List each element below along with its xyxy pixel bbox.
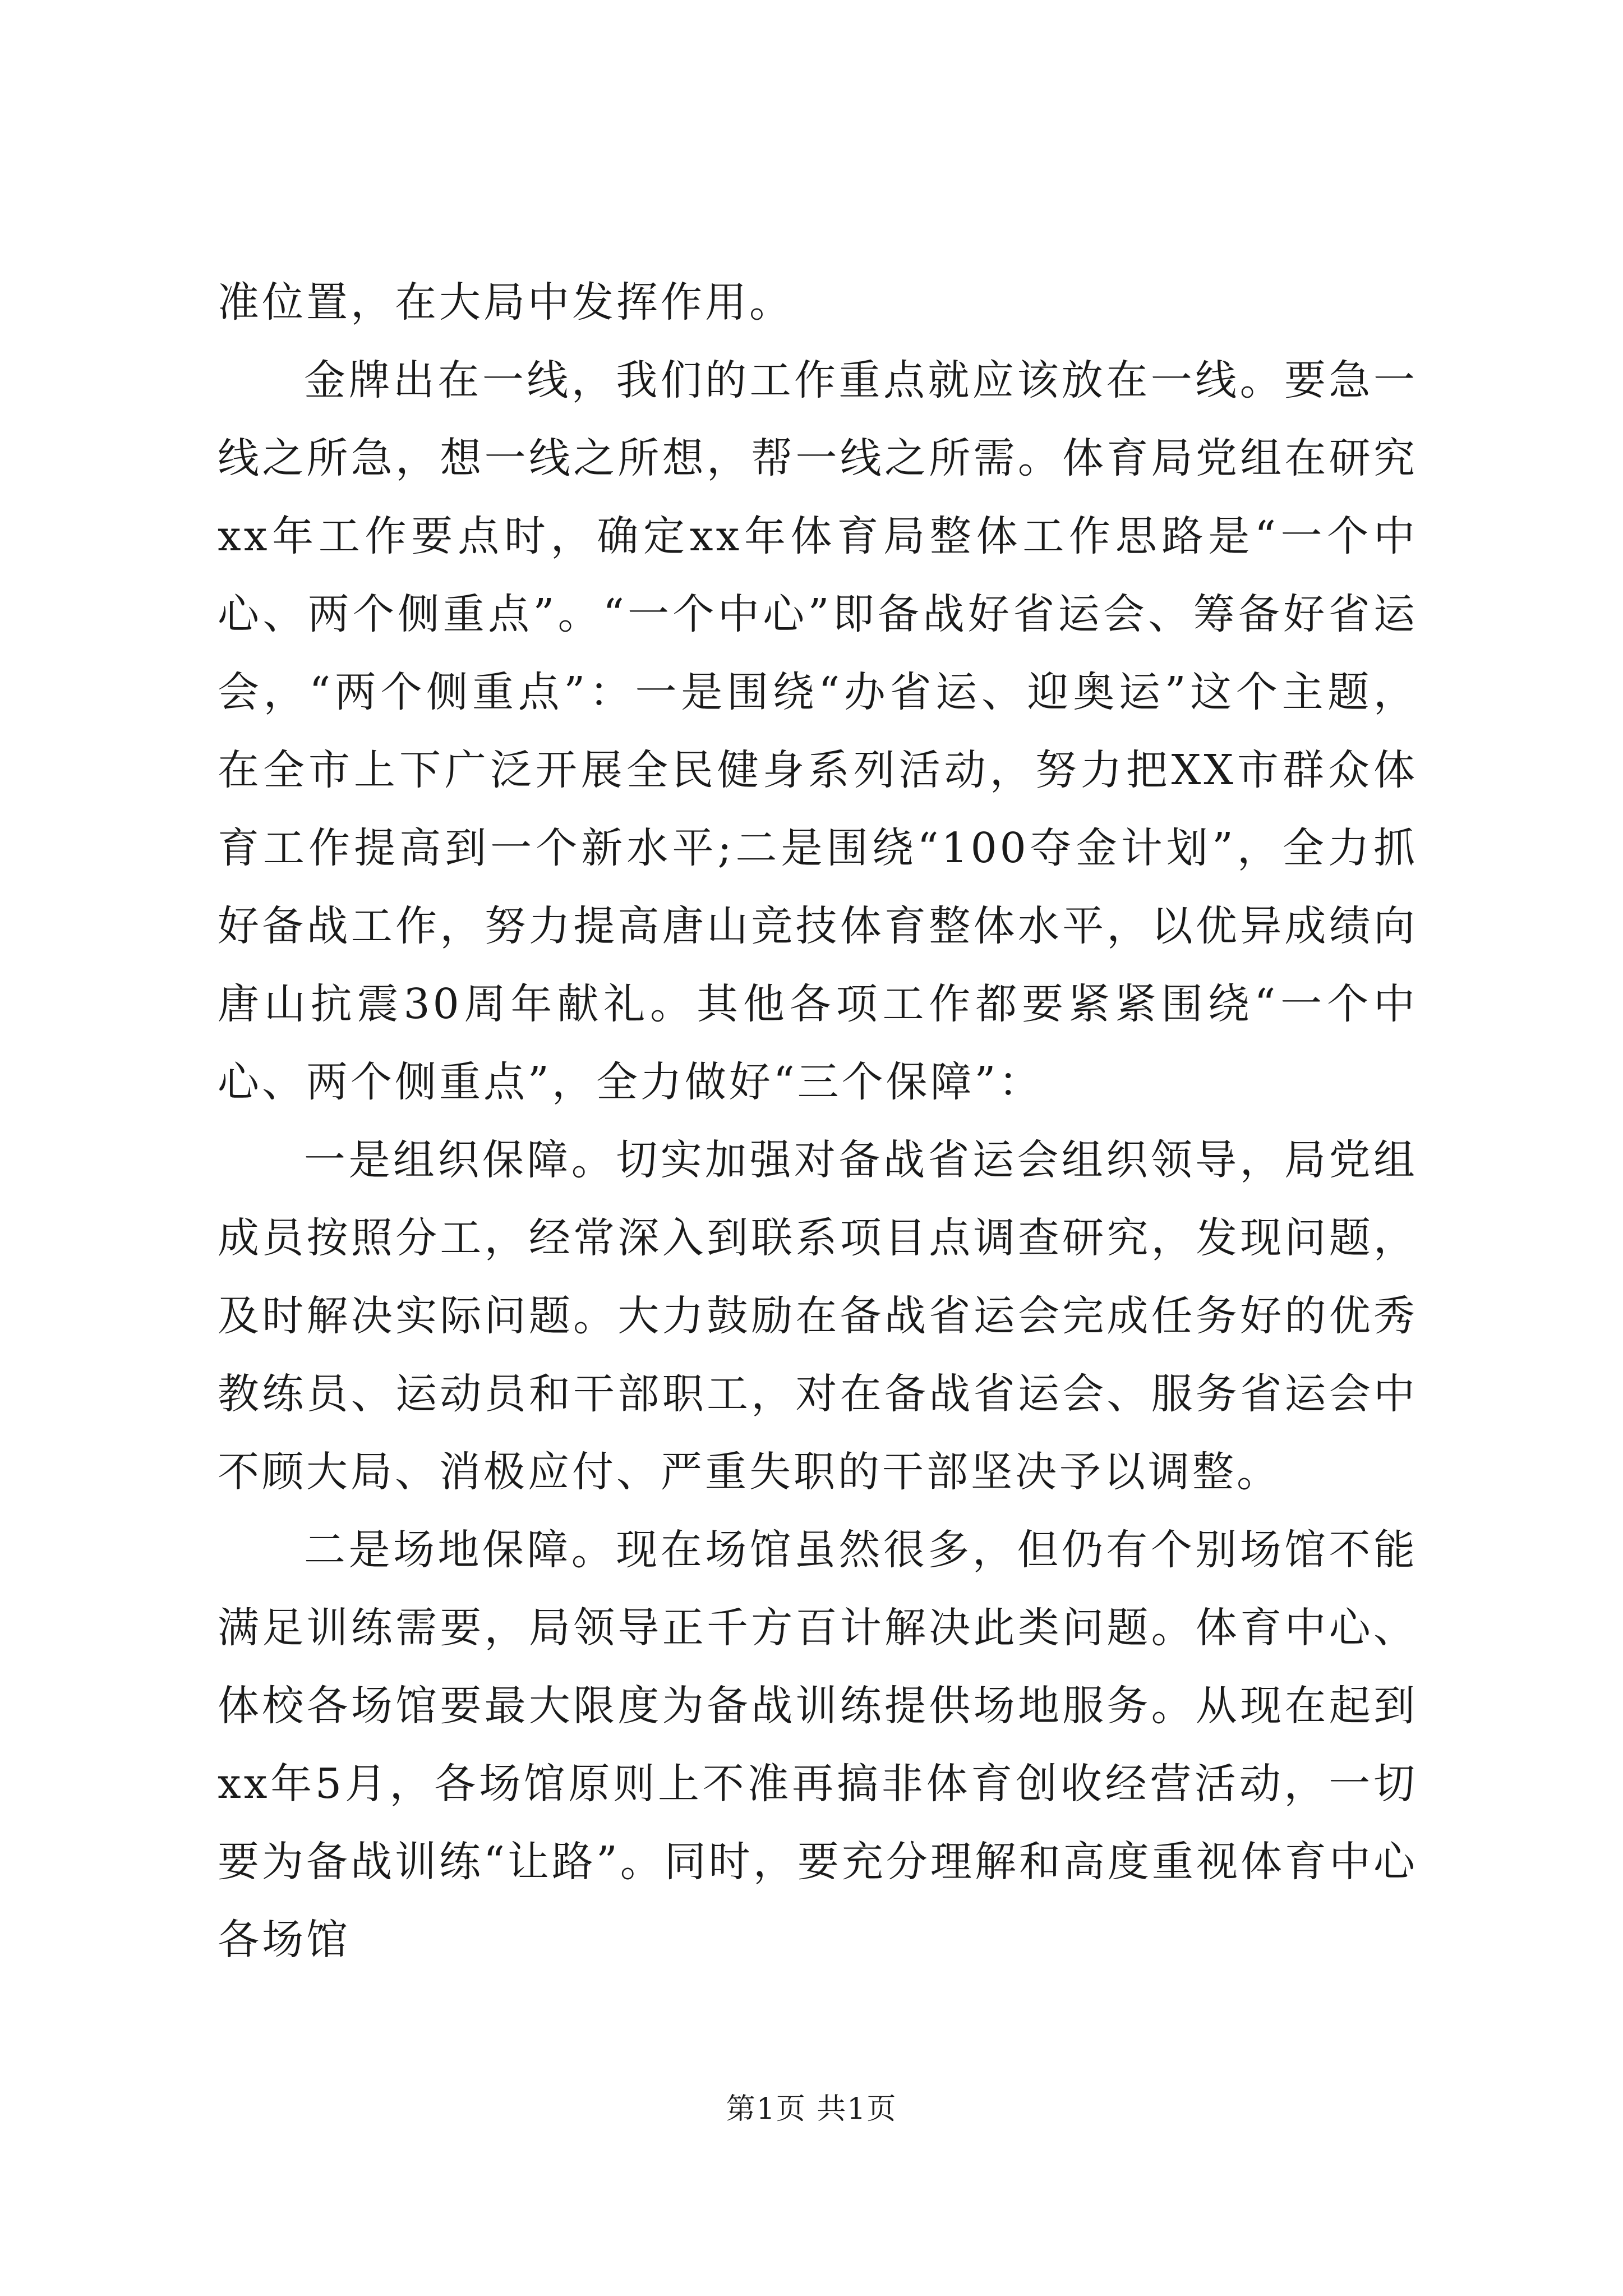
document-body xyxy=(218,264,1418,1979)
paragraph-4: 二是场地保障。现在场馆虽然很多，但仍有个别场馆不能满足训练需要，局领导正千方百计解决此类问题。体育中心、体校各场馆要最大限度为备战训练提供场地服务。从现在起到xx年5月，各场馆原则上不准再搞非体育创收经营活动，一切要为备战训练“让路”。同时，要充分理解和高度重视体育中心各场馆 xyxy=(218,1526,1418,1964)
paragraph-1: 准位置，在大局中发挥作用。 xyxy=(218,278,794,326)
paragraph-3: 一是组织保障。切实加强对备战省运会组织领导，局党组成员按照分工，经常深入到联系项目点调查研究，发现问题，及时解决实际问题。大力鼓励在备战省运会完成任务好的优秀教练员、运动员和干部职工，对在备战省运会、服务省运会中不顾大局、消极应付、严重失职的干部坚决予以调整。 xyxy=(218,1136,1418,1496)
page-footer: 第1页 共1页 xyxy=(726,2092,897,2126)
paragraph-2: 金牌出在一线，我们的工作重点就应该放在一线。要急一线之所急，想一线之所想，帮一线之所需。体育局党组在研究xx年工作要点时，确定xx年体育局整体工作思路是“一个中心、两个侧重点”。“一个中心”即备战好省运会、筹备好省运会，“两个侧重点”：一是围绕“办省运、迎奥运”这个主题，在全市上下广泛开展全民健身系列活动，努力把XX市群众体育工作提高到一个新水平;二是围绕“100夺金计划”，全力抓好备战工作，努力提高唐山竞技体育整体水平，以优异成绩向唐山抗震30周年献礼。其他各项工作都要紧紧围绕“一个中心、两个侧重点”，全力做好“三个保障”： xyxy=(218,356,1418,1106)
